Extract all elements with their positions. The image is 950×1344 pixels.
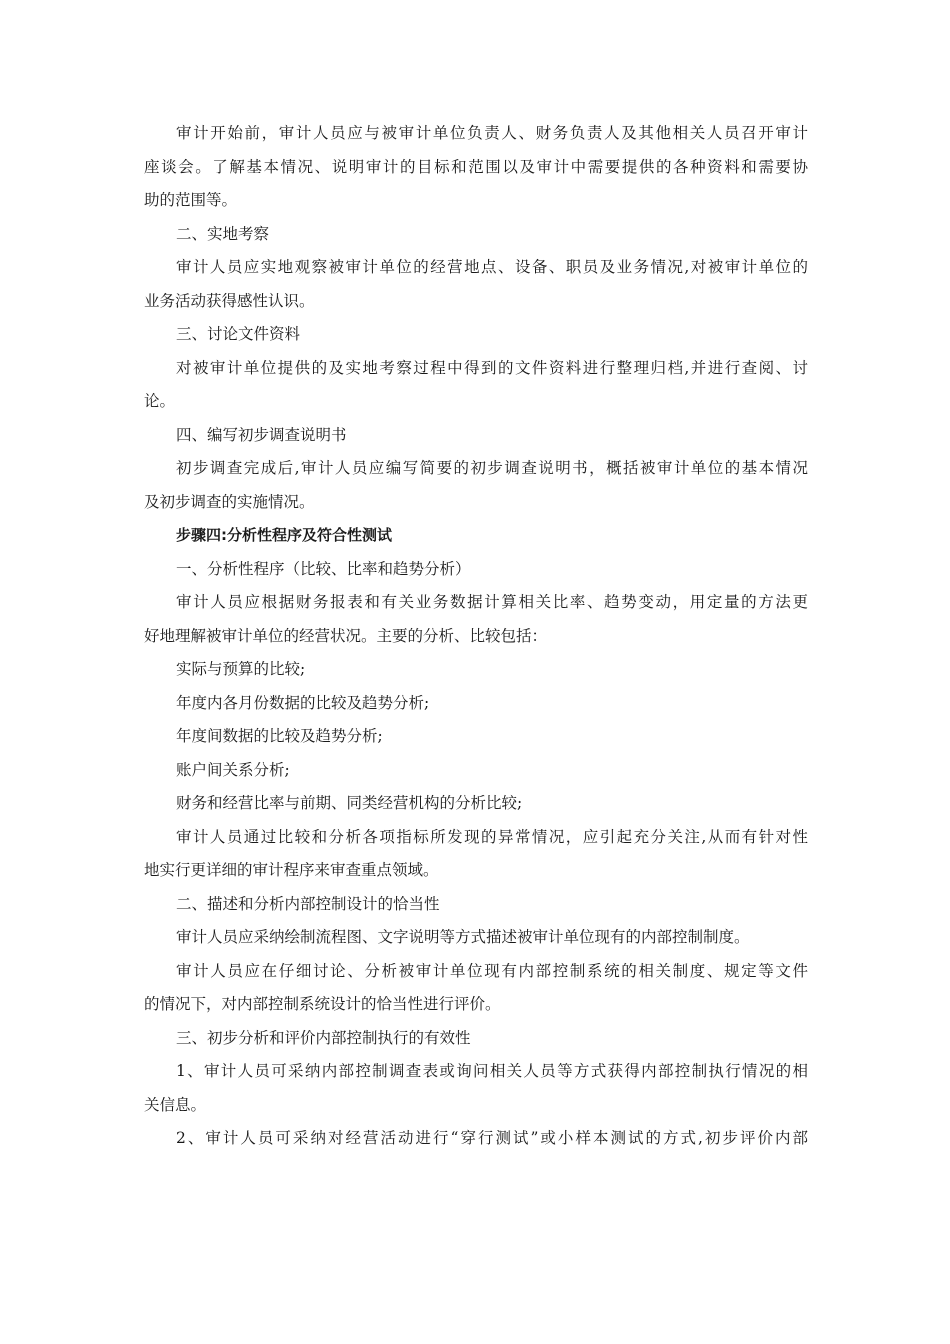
text-line: 关信息。 (144, 1095, 207, 1114)
text-line: 审计开始前，审计人员应与被审计单位负责人、财务负责人及其他相关人员召开审计 (176, 124, 808, 142)
text-line: 实际与预算的比较; (176, 660, 306, 678)
text-line: 2、审计人员可采纳对经营活动进行“穿行测试”或小样本测试的方式,初步评价内部 (176, 1129, 808, 1147)
text-line: 地实行更详细的审计程序来审查重点领域。 (144, 861, 439, 879)
text-line: 业务活动获得感性认识。 (144, 291, 315, 310)
text-line: 座谈会。了解基本情况、说明审计的目标和范围以及审计中需要提供的各种资料和需要协 (144, 157, 808, 176)
text-line: 二、实地考察 (176, 224, 270, 243)
text-line: 及初步调查的实施情况。 (144, 492, 315, 511)
section-heading: 步骤四:分析性程序及符合性测试 (176, 526, 393, 544)
text-line: 的情况下，对内部控制系统设计的恰当性进行评价。 (144, 995, 501, 1013)
text-line: 年度间数据的比较及趋势分析; (176, 727, 383, 745)
text-line: 审计人员应采纳绘制流程图、文字说明等方式描述被审计单位现有的内部控制制度。 (176, 928, 750, 946)
text-line: 三、讨论文件资料 (176, 325, 301, 343)
text-line: 论。 (144, 392, 176, 410)
text-line: 1、审计人员可采纳内部控制调查表或询问相关人员等方式获得内部控制执行情况的相 (176, 1062, 808, 1080)
text-line: 审计人员应实地观察被审计单位的经营地点、设备、职员及业务情况,对被审计单位的 (176, 258, 808, 276)
text-line: 一、分析性程序（比较、比率和趋势分析） (176, 559, 471, 578)
text-line: 三、初步分析和评价内部控制执行的有效性 (176, 1028, 471, 1047)
text-line: 审计人员应在仔细讨论、分析被审计单位现有内部控制系统的相关制度、规定等文件 (176, 961, 808, 980)
document-body (144, 117, 808, 1156)
text-line: 对被审计单位提供的及实地考察过程中得到的文件资料进行整理归档,并进行查阅、讨 (176, 358, 808, 377)
text-line: 审计人员应根据财务报表和有关业务数据计算相关比率、趋势变动，用定量的方法更 (176, 593, 808, 611)
text-line: 年度内各月份数据的比较及趋势分析; (176, 693, 430, 712)
text-line: 财务和经营比率与前期、同类经营机构的分析比较; (176, 794, 523, 812)
text-line: 账户间关系分析; (176, 760, 290, 779)
text-line: 二、描述和分析内部控制设计的恰当性 (176, 894, 440, 913)
text-line: 好地理解被审计单位的经营状况。主要的分析、比较包括： (144, 626, 548, 645)
text-line: 四、编写初步调查说明书 (176, 425, 347, 444)
text-line: 初步调查完成后,审计人员应编写简要的初步调查说明书，概括被审计单位的基本情况 (176, 459, 808, 477)
text-line: 审计人员通过比较和分析各项指标所发现的异常情况，应引起充分关注,从而有针对性 (176, 827, 808, 846)
text-line: 助的范围等。 (144, 191, 238, 209)
